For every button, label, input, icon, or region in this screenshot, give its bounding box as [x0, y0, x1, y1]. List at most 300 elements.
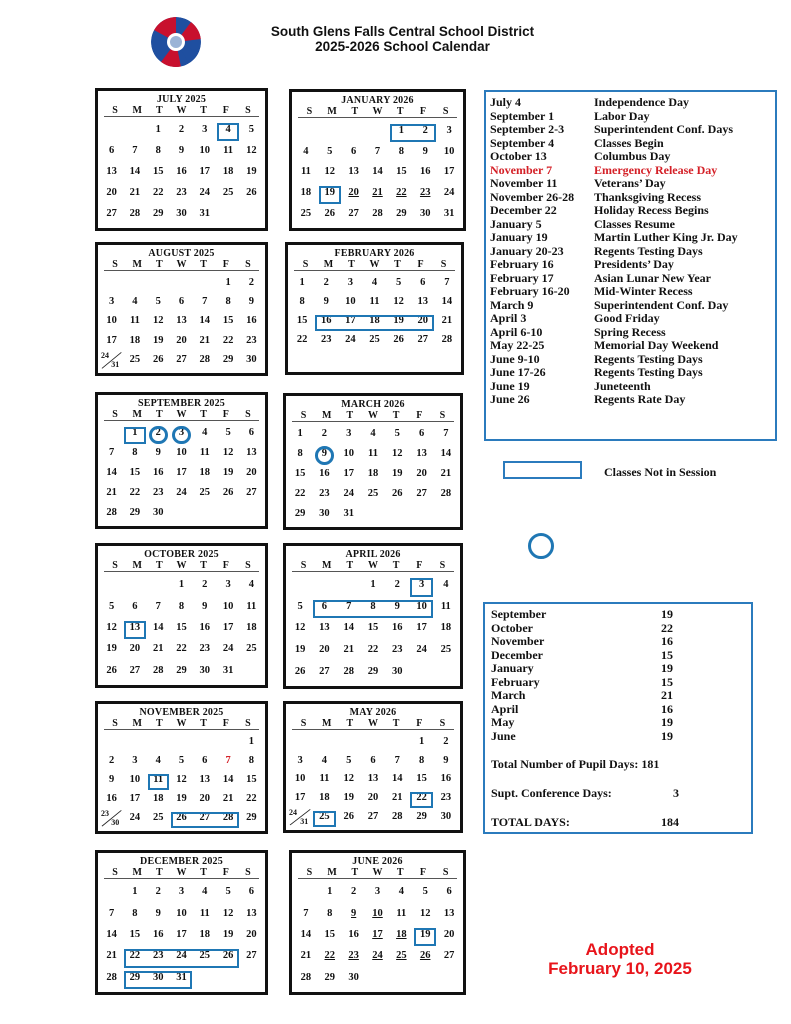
empty-cell [314, 349, 338, 368]
day-grid [100, 732, 263, 827]
weekday-label: T [392, 410, 400, 421]
weekday-label: T [156, 409, 163, 420]
weekday-label: T [156, 718, 163, 729]
weekday-label: S [442, 106, 449, 117]
empty-cell [123, 574, 146, 595]
month-days: 22 [661, 620, 673, 635]
day-cell: 17 [345, 315, 356, 326]
weekday-header [292, 560, 454, 572]
day-cell: 15 [129, 928, 141, 940]
day-cell: 7 [132, 145, 138, 156]
empty-cell [290, 349, 314, 368]
empty-cell [434, 503, 458, 523]
day-cell: 30 [152, 971, 164, 983]
weekday-label: M [323, 259, 334, 270]
day-cell: 7 [443, 428, 449, 440]
day-cell: 5 [297, 600, 303, 612]
day-cell: 2 [443, 735, 449, 747]
empty-cell [100, 119, 123, 140]
event-row [490, 123, 771, 137]
weekday-label: W [176, 409, 187, 420]
day-cell: 25 [152, 812, 164, 823]
empty-cell [385, 503, 409, 523]
day-cell: 16 [199, 621, 211, 633]
day-cell: 25 [300, 208, 312, 220]
weekday-label: S [439, 410, 446, 421]
day-cell: 30 [348, 971, 359, 983]
day-cell: 7 [225, 755, 231, 766]
day-cell: 18 [246, 621, 257, 633]
day-cell: 23 [176, 187, 187, 198]
day-cell: 11 [199, 907, 210, 919]
day-cell: 4 [398, 886, 404, 898]
weekday-header [104, 259, 259, 271]
weekday-header [292, 410, 454, 422]
day-cell: 1 [370, 579, 376, 591]
month-days: 19 [661, 607, 673, 621]
empty-cell [385, 732, 409, 751]
empty-cell [147, 574, 170, 595]
month-apr-2026 [283, 543, 463, 689]
event-date: September 4 [490, 135, 555, 150]
month-name: February [491, 674, 540, 689]
event-date: September 2-3 [490, 122, 565, 136]
day-cell: 8 [327, 907, 333, 919]
day-cell: 6 [321, 600, 328, 612]
month-aug-2025 [95, 242, 268, 376]
empty-cell [312, 574, 336, 596]
day-cell: 7 [303, 907, 309, 919]
month-name: May [491, 715, 515, 729]
empty-cell [240, 967, 263, 988]
day-cell: 12 [222, 447, 234, 459]
day-cell: 12 [419, 907, 431, 919]
day-cell: 30 [419, 208, 431, 220]
day-cell: 18 [367, 467, 379, 479]
day-cell: 13 [106, 166, 117, 177]
empty-cell [409, 660, 433, 682]
day-cell: 17 [416, 622, 427, 634]
weekday-label: S [112, 409, 118, 420]
day-cell: 8 [178, 600, 185, 612]
day-cell: 26 [222, 950, 234, 962]
day-cell: 30 [440, 811, 452, 823]
day-cell: 23 [152, 950, 164, 962]
day-cell: 26 [176, 812, 187, 823]
empty-cell [193, 967, 216, 988]
day-cell: 6 [132, 600, 138, 612]
weekday-header [104, 718, 259, 730]
empty-cell [362, 349, 386, 368]
month-title: APRIL 2026 [345, 549, 401, 560]
day-cell: 26 [343, 811, 354, 823]
day-cell: 13 [367, 773, 379, 785]
day-cell: 29 [176, 664, 187, 676]
day-cell: 18 [300, 187, 312, 199]
day-cell: 20 [246, 928, 257, 940]
month-mar-2026 [283, 393, 463, 530]
day-cell: 5 [327, 145, 333, 157]
event-date: November 26-28 [490, 189, 575, 204]
month-name: October [491, 620, 533, 635]
month-title: MARCH 2026 [341, 399, 405, 410]
day-cell: 2 [422, 124, 428, 136]
day-cell: 20 [367, 792, 379, 804]
weekday-label: S [245, 867, 251, 878]
month-days-row [491, 608, 745, 622]
weekday-label: S [439, 560, 446, 571]
weekday-label: W [176, 718, 187, 729]
day-cell: 16 [392, 622, 403, 634]
event-date: February 16-20 [490, 284, 570, 298]
event-date: April 3 [490, 311, 527, 325]
event-name: Superintendent Conf. Day [594, 297, 729, 312]
day-cell: 4 [443, 579, 449, 591]
day-cell: 3 [178, 886, 185, 898]
event-row [490, 204, 771, 218]
day-cell: 7 [374, 145, 381, 157]
day-cell: 14 [440, 448, 452, 460]
day-cell: 15 [296, 315, 308, 326]
day-cell: 4 [303, 145, 309, 157]
day-cell: 27 [416, 487, 427, 499]
month-name: December [491, 647, 543, 662]
event-row [490, 137, 771, 151]
weekday-label: T [200, 560, 207, 571]
weekday-label: T [396, 867, 404, 878]
day-cell: 29 [246, 812, 257, 823]
event-name: Classes Begin [594, 135, 664, 150]
day-cell: 23 [246, 334, 257, 346]
day-cell: 25 [199, 950, 211, 962]
day-cell: 25 [222, 187, 234, 198]
day-cell: 5 [225, 427, 231, 439]
weekday-label: S [306, 106, 313, 117]
weekday-label: W [369, 259, 380, 270]
event-name: Memorial Day Weekend [594, 338, 719, 352]
day-cell: 22 [367, 644, 379, 656]
day-cell: 28 [199, 353, 211, 365]
empty-cell [216, 967, 239, 988]
weekday-label: S [245, 105, 251, 116]
weekday-label: M [321, 718, 332, 729]
day-cell: 15 [129, 466, 141, 478]
day-cell: 15 [222, 315, 234, 327]
page-header [230, 24, 575, 54]
day-cell: 12 [393, 296, 404, 307]
empty-cell [361, 503, 385, 523]
day-cell: 23 [419, 187, 431, 199]
month-nov-2025 [95, 701, 268, 834]
day-cell: 25 [246, 643, 257, 655]
day-cell: 20 [199, 793, 211, 804]
day-cell: 5 [248, 124, 254, 135]
day-cell: 28 [152, 664, 164, 676]
empty-cell [288, 732, 312, 751]
day-cell: 25 [440, 644, 452, 656]
calendar-title: 2025-2026 School Calendar [315, 39, 490, 54]
day-cell: 25 [319, 811, 330, 823]
day-cell: 8 [418, 754, 425, 766]
day-cell: 28 [392, 811, 403, 823]
day-cell: 11 [153, 774, 164, 785]
event-row [490, 299, 771, 313]
weekday-label: F [222, 409, 229, 420]
day-cell: 3 [346, 428, 352, 440]
day-cell: 28 [222, 812, 234, 823]
day-cell: 23 [152, 486, 164, 498]
event-date: January 5 [490, 216, 542, 231]
event-row [490, 96, 771, 110]
day-cell: 13 [443, 907, 455, 919]
weekday-label: F [222, 560, 229, 571]
event-date: June 19 [490, 378, 530, 393]
event-name: Regents Testing Days [594, 365, 703, 379]
day-cell: 16 [246, 315, 257, 327]
day-cell: 26 [392, 487, 403, 499]
day-cell: 31 [176, 971, 187, 983]
day-cell: 9 [394, 600, 400, 612]
day-cell: 3 [374, 886, 381, 898]
empty-cell [147, 273, 170, 292]
empty-cell [240, 502, 263, 522]
day-cell: 17 [106, 334, 117, 346]
month-days-row [491, 662, 745, 676]
day-cell: 6 [248, 427, 254, 439]
day-cell: 1 [132, 427, 138, 439]
day-cell: 6 [202, 755, 208, 766]
day-cell: 28 [106, 971, 117, 983]
empty-cell [100, 881, 123, 902]
day-cell: 8 [297, 448, 303, 460]
event-name: Good Friday [594, 311, 660, 325]
day-cell: 14 [222, 774, 234, 785]
day-cell: 26 [222, 486, 234, 498]
day-cell: 18 [319, 792, 330, 804]
event-row [490, 258, 771, 272]
month-days-row [491, 622, 745, 636]
day-cell: 5 [396, 277, 402, 288]
legend-circle-icon [528, 533, 554, 559]
day-cell: 13 [417, 296, 429, 307]
day-cell: 7 [444, 277, 450, 288]
weekday-label: F [419, 867, 426, 878]
event-name: Thanksgiving Recess [594, 189, 702, 204]
weekday-label: W [367, 560, 378, 571]
month-title: FEBRUARY 2026 [334, 248, 415, 259]
day-cell: 27 [106, 208, 117, 219]
day-cell: 23 [319, 487, 330, 499]
month-jan-2026 [289, 89, 466, 231]
day-cell: 21 [222, 793, 234, 804]
day-cell: 3 [202, 124, 208, 135]
month-title: AUGUST 2025 [148, 248, 215, 259]
weekday-header [298, 867, 457, 879]
weekday-label: F [222, 867, 229, 878]
event-name: Regents Testing Days [594, 351, 703, 366]
event-name: Labor Day [594, 108, 650, 123]
day-cell: 20 [416, 467, 427, 479]
day-cell: 25 [129, 353, 141, 365]
day-cell: 2 [109, 755, 115, 766]
day-cell: 9 [443, 754, 449, 766]
weekday-label: T [200, 105, 207, 116]
empty-cell [366, 967, 390, 988]
month-title: MAY 2026 [349, 707, 397, 718]
day-cell: 26 [106, 664, 117, 676]
day-cell: 4 [248, 579, 254, 591]
month-title: JANUARY 2026 [341, 95, 414, 106]
day-cell: 9 [323, 296, 329, 307]
day-cell: 16 [152, 928, 164, 940]
event-name: Asian Lunar New Year [594, 270, 712, 285]
day-cell: 13 [246, 447, 257, 459]
day-cell: 23 [392, 644, 403, 656]
day-cell: 20 [443, 928, 455, 940]
day-cell: 27 [443, 950, 455, 962]
event-date: June 17-26 [490, 365, 546, 379]
day-cell: 15 [396, 166, 407, 178]
day-cell: 28 [372, 208, 383, 220]
month-days: 16 [661, 634, 673, 648]
day-cell: 11 [199, 447, 210, 459]
event-row [490, 110, 771, 124]
day-cell: 3 [225, 579, 231, 591]
day-cell: 11 [300, 166, 311, 178]
month-jul-2025 [95, 88, 268, 231]
day-cell: 19 [419, 928, 431, 940]
month-title: OCTOBER 2025 [144, 549, 219, 560]
day-cell: 15 [294, 467, 306, 479]
event-date: May 22-25 [490, 338, 545, 352]
weekday-label: S [245, 409, 251, 420]
day-grid [294, 881, 461, 988]
day-cell: 8 [132, 447, 138, 459]
event-name: Emergency Release Day [594, 162, 718, 177]
day-cell: 26 [246, 187, 257, 198]
day-cell: 11 [440, 600, 451, 612]
weekday-label: M [132, 718, 142, 729]
day-cell: 11 [246, 600, 257, 612]
weekday-label: S [112, 718, 118, 729]
day-cell: 12 [294, 622, 306, 634]
event-name: Presidents’ Day [594, 257, 674, 271]
day-cell: 14 [300, 928, 312, 940]
event-row [490, 353, 771, 367]
day-cell: 10 [343, 448, 354, 460]
event-name: Juneteenth [594, 378, 651, 393]
day-cell: 29 [152, 208, 164, 219]
pupil-days-summary [483, 602, 753, 834]
day-cell: 17 [372, 928, 383, 940]
weekday-label: S [440, 259, 447, 270]
day-cell: 6 [109, 145, 115, 156]
day-cell: 27 [417, 334, 429, 345]
day-cell: 2 [394, 579, 400, 591]
event-name: Regents Testing Days [594, 243, 703, 258]
day-cell: 17 [176, 928, 187, 940]
empty-cell [337, 732, 361, 751]
day-cell: 21 [441, 315, 453, 326]
day-cell: 19 [222, 466, 234, 478]
day-cell: 20 [319, 644, 330, 656]
weekday-header [104, 867, 259, 879]
day-cell: 25 [199, 486, 211, 498]
day-grid [100, 423, 263, 522]
weekday-label: W [367, 718, 378, 729]
day-cell: 22 [396, 187, 407, 199]
weekday-label: M [132, 259, 142, 270]
day-cell: 6 [351, 145, 357, 157]
event-row [490, 272, 771, 286]
weekday-label: S [245, 718, 251, 729]
empty-cell [123, 732, 146, 751]
day-cell: 21 [106, 486, 117, 498]
day-cell: 10 [443, 145, 455, 157]
weekday-label: F [416, 560, 423, 571]
event-row [490, 339, 771, 353]
day-cell: 4 [202, 427, 208, 439]
event-date: February 16 [490, 257, 554, 271]
day-cell: 24 [343, 487, 354, 499]
day-cell: 23 [320, 334, 332, 345]
empty-cell [337, 574, 361, 596]
day-cell: 26 [294, 665, 306, 677]
month-name: March [491, 688, 526, 702]
empty-cell [312, 732, 336, 751]
legend-not-in-session-box [503, 461, 582, 479]
day-cell: 19 [324, 187, 336, 199]
weekday-label: T [200, 718, 207, 729]
day-cell: 23 [440, 792, 452, 804]
day-cell: 15 [176, 621, 187, 633]
event-date: January 20-23 [490, 243, 564, 258]
day-cell: 27 [176, 353, 187, 365]
weekday-label: S [300, 410, 307, 421]
day-cell: 1 [299, 277, 305, 288]
day-cell: 10 [345, 296, 356, 307]
empty-cell [240, 203, 263, 224]
day-cell: 26 [152, 353, 164, 365]
day-cell: 6 [446, 886, 452, 898]
day-cell: 17 [222, 621, 234, 633]
adopted-date: February 10, 2025 [548, 959, 692, 978]
day-cell: 29 [129, 971, 141, 983]
day-cell: 24 [199, 187, 211, 198]
day-cell: 22 [222, 334, 234, 346]
day-cell: 28 [300, 971, 312, 983]
weekday-label: S [300, 718, 307, 729]
day-cell: 15 [367, 622, 379, 634]
empty-cell [193, 273, 216, 292]
day-cell: 26 [393, 334, 404, 345]
event-date: July 4 [490, 95, 522, 109]
day-cell: 5 [346, 754, 352, 766]
day-cell: 5 [394, 428, 400, 440]
events-list [484, 90, 777, 441]
weekday-label: T [392, 560, 400, 571]
day-cell: 29 [129, 506, 141, 518]
day-cell: 5 [155, 296, 161, 308]
empty-cell [147, 732, 170, 751]
day-cell: 4 [370, 428, 376, 440]
day-cell: 27 [348, 208, 359, 220]
empty-cell [193, 732, 216, 751]
weekday-header [294, 259, 455, 271]
month-days: 19 [661, 715, 673, 729]
day-cell: 31 [443, 208, 455, 220]
day-cell: 18 [222, 166, 234, 177]
